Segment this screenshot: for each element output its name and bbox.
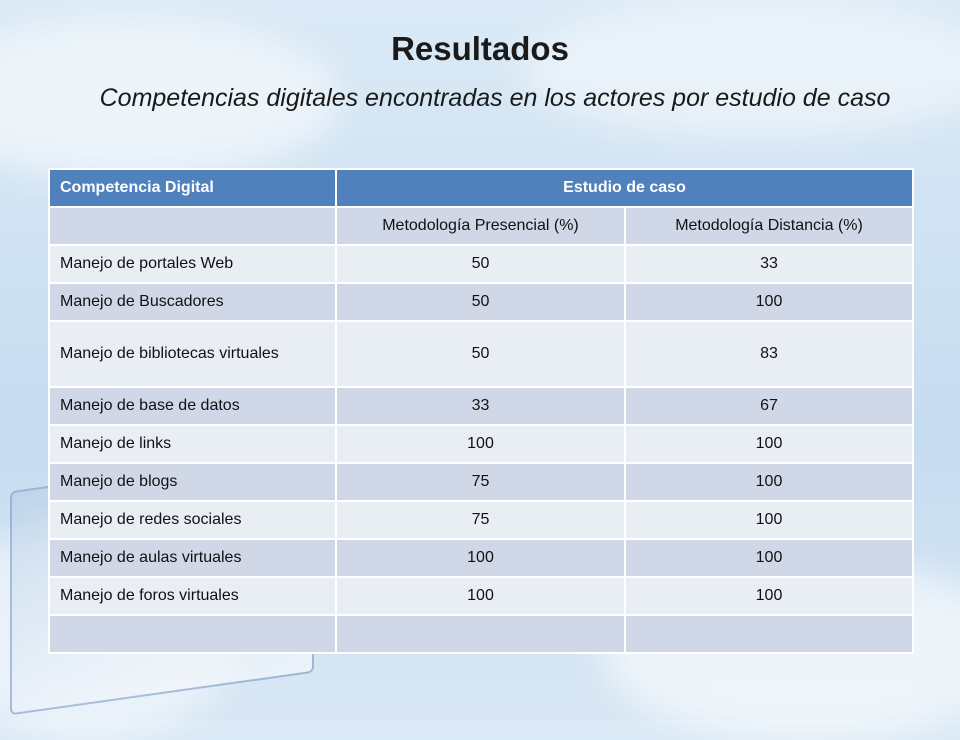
table-row-empty bbox=[49, 615, 913, 653]
table-row bbox=[49, 425, 913, 463]
row-distancia: 100 bbox=[625, 539, 913, 577]
row-presencial: 75 bbox=[336, 501, 625, 539]
row-competencia: Manejo de aulas virtuales bbox=[49, 539, 336, 577]
table-row bbox=[49, 283, 913, 321]
subheader-distancia: Metodología Distancia (%) bbox=[625, 207, 913, 245]
table-row bbox=[49, 463, 913, 501]
row-competencia: Manejo de blogs bbox=[49, 463, 336, 501]
row-distancia: 100 bbox=[625, 283, 913, 321]
subheader-empty bbox=[49, 207, 336, 245]
row-presencial: 50 bbox=[336, 321, 625, 387]
header-competencia: Competencia Digital bbox=[49, 169, 336, 207]
table-row bbox=[49, 387, 913, 425]
row-distancia: 33 bbox=[625, 245, 913, 283]
row-distancia: 83 bbox=[625, 321, 913, 387]
row-competencia: Manejo de base de datos bbox=[49, 387, 336, 425]
row-distancia: 67 bbox=[625, 387, 913, 425]
row-presencial: 100 bbox=[336, 539, 625, 577]
slide-subtitle: Competencias digitales encontradas en los actores por estudio de caso bbox=[99, 84, 891, 112]
table-subheader-row bbox=[49, 207, 913, 245]
row-presencial: 50 bbox=[336, 245, 625, 283]
table-row bbox=[49, 321, 913, 387]
row-competencia: Manejo de Buscadores bbox=[49, 283, 336, 321]
row-competencia: Manejo de links bbox=[49, 425, 336, 463]
row-distancia: 100 bbox=[625, 501, 913, 539]
table-header-row bbox=[49, 169, 913, 207]
row-presencial: 33 bbox=[336, 387, 625, 425]
row-presencial: 50 bbox=[336, 283, 625, 321]
background-cloud bbox=[520, 0, 960, 140]
slide-title: Resultados bbox=[391, 30, 569, 67]
table-row bbox=[49, 577, 913, 615]
row-distancia: 100 bbox=[625, 463, 913, 501]
row-competencia bbox=[49, 615, 336, 653]
row-presencial: 100 bbox=[336, 425, 625, 463]
row-presencial: 100 bbox=[336, 577, 625, 615]
row-presencial bbox=[336, 615, 625, 653]
row-distancia bbox=[625, 615, 913, 653]
row-competencia: Manejo de foros virtuales bbox=[49, 577, 336, 615]
row-competencia: Manejo de bibliotecas virtuales bbox=[49, 321, 336, 387]
row-distancia: 100 bbox=[625, 425, 913, 463]
table-row bbox=[49, 245, 913, 283]
header-estudio-de-caso: Estudio de caso bbox=[336, 169, 913, 207]
row-competencia: Manejo de redes sociales bbox=[49, 501, 336, 539]
row-distancia: 100 bbox=[625, 577, 913, 615]
subheader-presencial: Metodología Presencial (%) bbox=[336, 207, 625, 245]
table-row bbox=[49, 501, 913, 539]
row-competencia: Manejo de portales Web bbox=[49, 245, 336, 283]
row-presencial: 75 bbox=[336, 463, 625, 501]
results-table bbox=[48, 168, 914, 654]
table-row bbox=[49, 539, 913, 577]
